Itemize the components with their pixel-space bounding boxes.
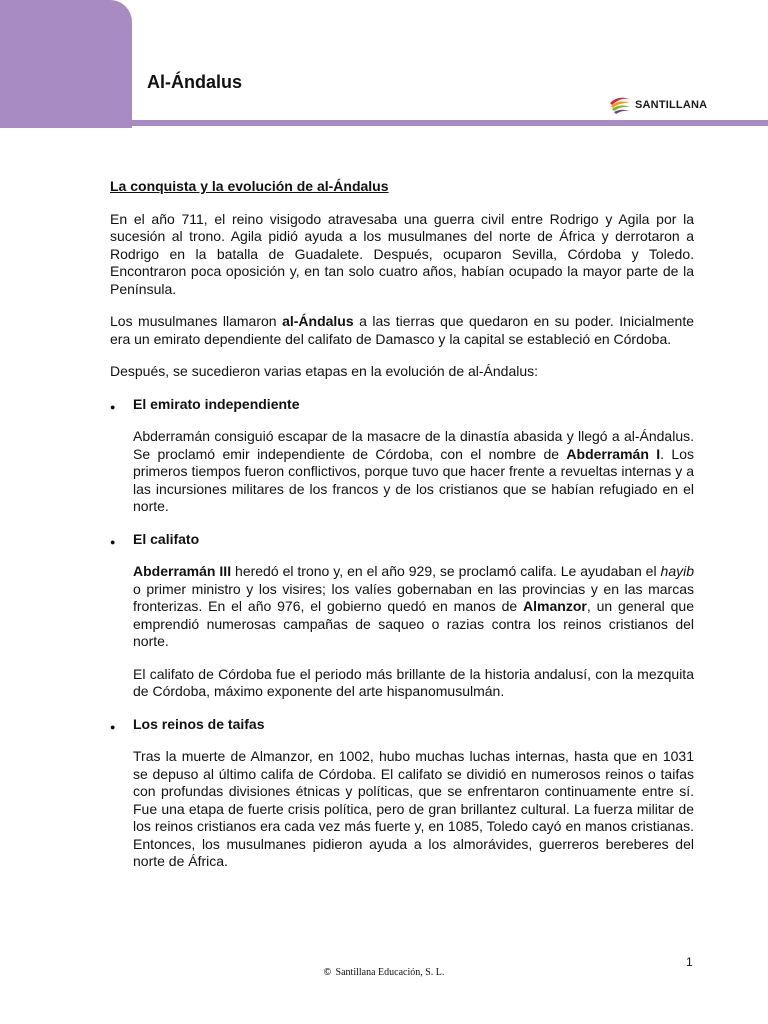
text-fragment: o primer ministro y los visires; los valíes gobernaban en las provincias y en las marcas fronterizas. En el año 976, el gobierno quedó en manos de: [133, 580, 694, 614]
logo-text: SANTILLANA: [635, 99, 708, 111]
section-body: [110, 428, 694, 516]
section-paragraph: [133, 428, 694, 516]
text-fragment: , un general que emprendió numerosas campañas de saqueo o razias contra los reinos cristianos del norte.: [133, 598, 694, 649]
bold-term: Almanzor: [523, 598, 587, 614]
document-body: [110, 178, 694, 886]
santillana-logo: [608, 94, 707, 116]
bullet-item: [110, 531, 694, 549]
intro-paragraph-2: [110, 313, 694, 348]
section-paragraph: [133, 563, 694, 651]
copyright-text: Santillana Educación, S. L.: [335, 967, 445, 978]
header-decoration: [0, 0, 132, 128]
page-title: Al-Ándalus: [147, 72, 243, 92]
bullet-icon: ●: [110, 536, 116, 547]
text-fragment: Abderramán consiguió escapar de la masacre de la dinastía abasida y llegó a al-Ándalus. Se proclamó emir independiente de Córdoba, con el nombre de: [133, 428, 694, 462]
footer-copyright: [0, 967, 768, 978]
bold-term: Abderramán III: [133, 563, 232, 579]
text-fragment: heredó el trono y, en el año 929, se proclamó califa. Le ayudaban el: [231, 563, 661, 579]
copyright-symbol: ©: [323, 967, 332, 978]
section-paragraph: Tras la muerte de Almanzor, en 1002, hubo muchas luchas internas, hasta que en 1031 se depuso al último califa de Córdoba. El califato se dividió en numerosos reinos o taifas con profundas divisiones étnicas y políticas, que se enfrentaron continuamente entre sí. Fue una etapa de fuerte crisis política, pero de gran brillantez cultural. La fuerza militar de los reinos cristianos era cada vez más fuerte y, en 1085, Toledo cayó en manos cristianas. Entonces, los musulmanes pidieron ayuda a los almorávides, guerreros bereberes del norte de África.: [133, 748, 694, 869]
section-body: [110, 563, 694, 701]
page-number: 1: [686, 955, 693, 969]
bullet-icon: ●: [110, 721, 116, 732]
section-body: [110, 748, 694, 871]
bold-term: Abderramán I: [566, 445, 661, 462]
bold-term: al-Ándalus: [282, 313, 354, 329]
section-paragraph: El califato de Córdoba fue el periodo más brillante de la historia andalusí, con la mezquita de Córdoba, máximo exponente del arte hispanomusulmán.: [133, 665, 694, 699]
bullet-title: Los reinos de taifas: [133, 715, 265, 732]
santillana-logo-icon: [608, 94, 632, 116]
intro-paragraph-1: En el año 711, el reino visigodo atravesaba una guerra civil entre Rodrigo y Agila por la sucesión al trono. Agila pidió ayuda a los musulmanes del norte de África y derrotaron a Rodrigo en la batalla de Guadalete. Después, ocuparon Sevilla, Córdoba y Toledo. Encontraron poca oposición y, en tan solo cuatro años, habían ocupado la mayor parte de la Península.: [110, 210, 694, 297]
section-heading: La conquista y la evolución de al-Ándalus: [110, 178, 389, 194]
bullet-item: [110, 716, 694, 734]
bullet-icon: ●: [110, 401, 116, 412]
italic-term: hayib: [660, 563, 694, 579]
intro-paragraph-3: Después, se sucedieron varias etapas en la evolución de al-Ándalus:: [110, 363, 539, 379]
bullet-title: El califato: [133, 530, 200, 547]
bullet-title: El emirato independiente: [133, 395, 300, 412]
header-rule: [132, 120, 768, 126]
bullet-item: [110, 396, 694, 414]
text-fragment: Los musulmanes llamaron: [110, 313, 283, 329]
text-fragment: . Los primeros tiempos fueron conflictivos, porque tuvo que hacer frente a revueltas internas y a las incursiones militares de los francos y de los cristianos que se habían refugiado en el norte.: [133, 445, 695, 514]
text-fragment: a las tierras que quedaron en su poder. Inicialmente era un emirato dependiente del califato de Damasco y la capital se estableció en Córdoba.: [110, 313, 694, 347]
